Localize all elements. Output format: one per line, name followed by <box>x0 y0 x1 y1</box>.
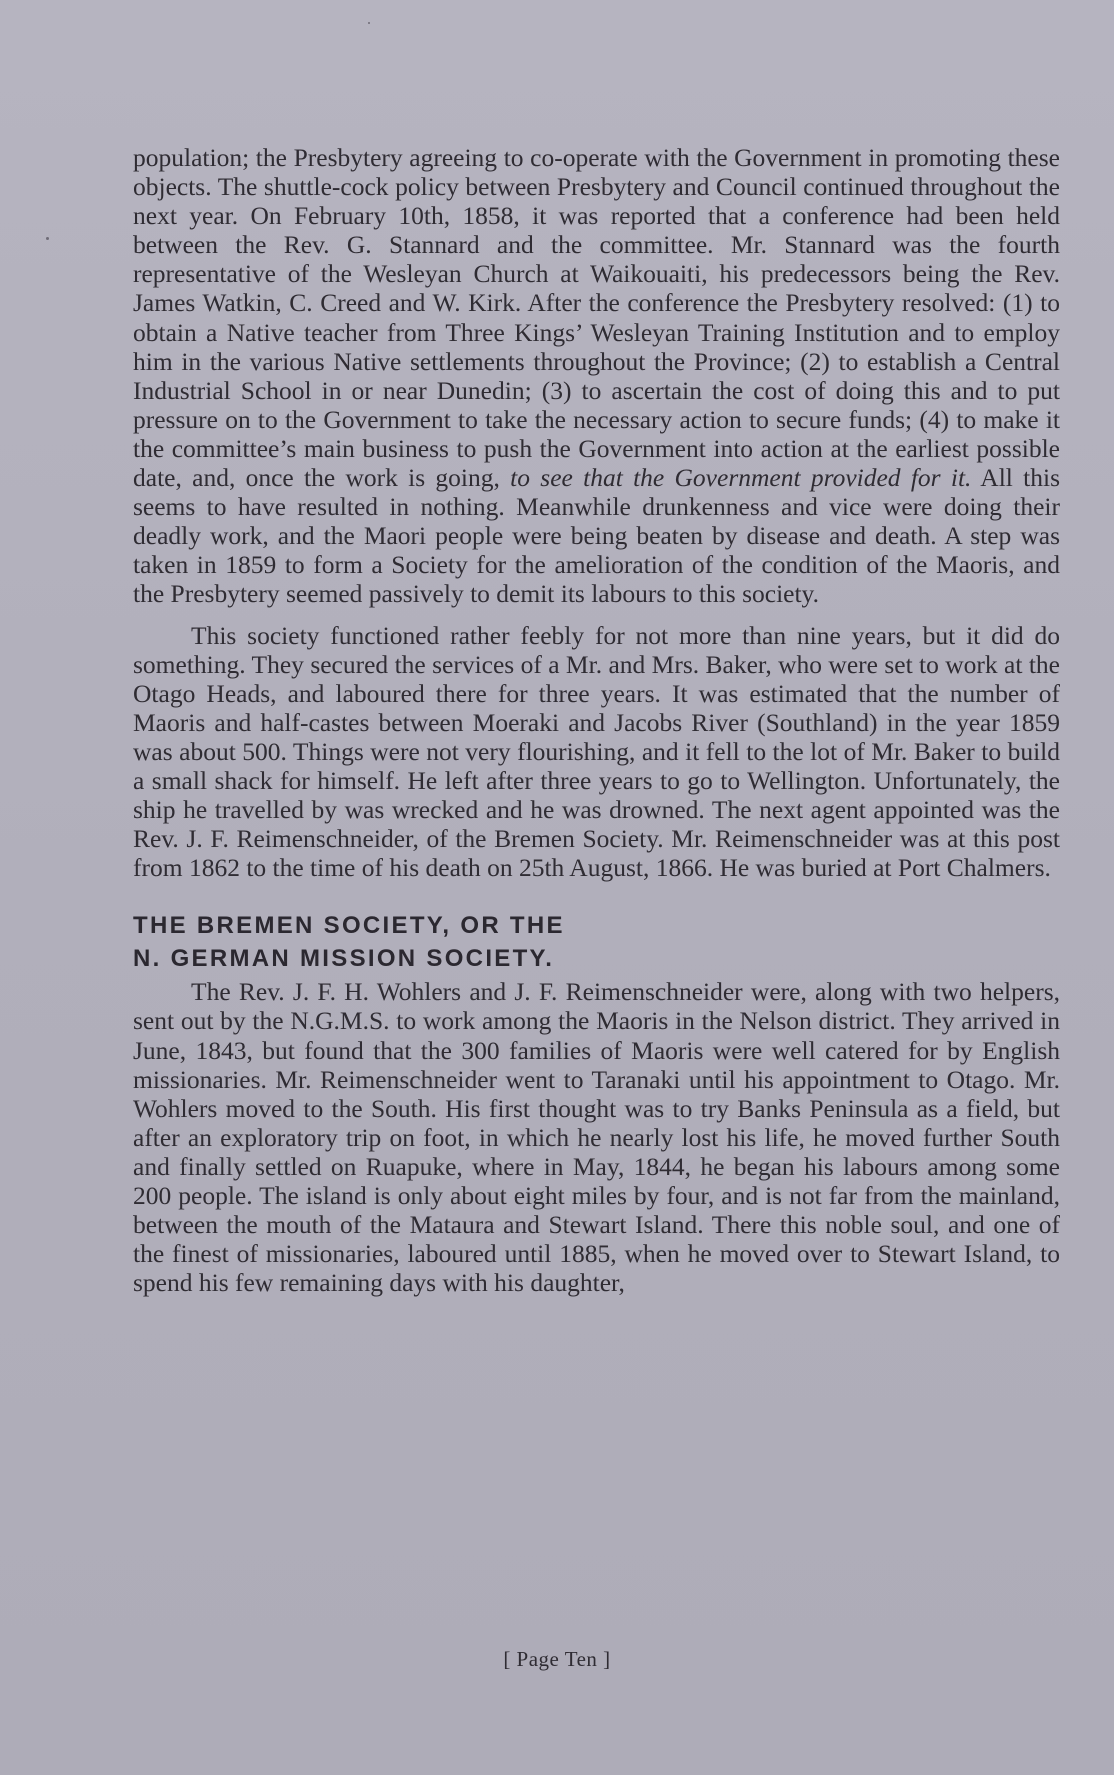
paragraph-3: The Rev. J. F. H. Wohlers and J. F. Reimenschneider were, along with two helpers, sent out by the N.G.M.S. to work among the Maoris in the Nelson district. They arrived in June, 1843, but found that the 300 families of Maoris were well catered for by English missionaries. Mr. Reimenschneider went to Taranaki until his appointment to Otago. Mr. Wohlers moved to the South. His first thought was to try Banks Peninsula as a field, but after an exploratory trip on foot, in which he nearly lost his life, he moved further South and finally settled on Ruapuke, where in May, 1844, he began his labours among some 200 people. The island is only about eight miles by four, and is not far from the mainland, between the mouth of the Mataura and Stewart Island. There this noble soul, and one of the finest of missionaries, laboured until 1885, when he moved over to Stewart Island, to spend his few remaining days with his daughter, <box>133 977 1060 1298</box>
paragraph-1-text-end: All this seems to have resulted in nothing. Meanwhile drunkenness and vice were doing their deadly work, and the Maori people were being beaten by disease and death. A step was taken in 1859 to form a Society for the amelioration of the condition of the Maoris, and the Presbytery seemed passively to demit its labours to this society. <box>133 463 1060 609</box>
paragraph-1 <box>133 143 1060 609</box>
paper-speck <box>46 237 49 240</box>
section-heading-line-2: N. GERMAN MISSION SOCIETY. <box>133 945 555 973</box>
paper-speck <box>368 22 370 24</box>
paragraph-1-italic-phrase: to see that the Government provided for it. <box>510 463 972 493</box>
page-number: [ Page Ten ] <box>503 1647 611 1671</box>
text-column <box>133 143 1060 1297</box>
paragraph-2: This society functioned rather feebly for not more than nine years, but it did do something. They secured the services of a Mr. and Mrs. Baker, who were set to work at the Otago Heads, and laboured there for three years. It was estimated that the number of Maoris and half-castes between Moeraki and Jacobs River (Southland) in the year 1859 was about 500. Things were not very flourishing, and it fell to the lot of Mr. Baker to build a small shack for himself. He left after three years to go to Wellington. Unfortunately, the ship he travelled by was wrecked and he was drowned. The next agent appointed was the Rev. J. F. Reimenschneider, of the Bremen Society. Mr. Reimenschneider was at this post from 1862 to the time of his death on 25th August, 1866. He was buried at Port Chalmers. <box>133 620 1060 883</box>
section-heading <box>133 909 1060 975</box>
paragraph-1-text: population; the Presbytery agreeing to co-operate with the Government in promoting these objects. The shuttle-cock policy between Presbytery and Council continued throughout the next year. On February 10th, 1858, it was reported that a conference had been held between the Rev. G. Stannard and the committee. Mr. Stannard was the fourth representative of the Wesleyan Church at Waikouaiti, his predecessors being the Rev. James Watkin, C. Creed and W. Kirk. After the conference the Presbytery resolved: (1) to obtain a Native teacher from Three Kings’ Wesleyan Training Institution and to employ him in the various Native settlements throughout the Province; (2) to establish a Central Industrial School in or near Dunedin; (3) to ascertain the cost of doing this and to put pressure on to the Government to take the necessary action to secure funds; (4) to make it the committee’s main business to push the Government into action at the earliest possible date, and, once the work is going, <box>133 143 1060 493</box>
section-heading-line-1: THE BREMEN SOCIETY, OR THE <box>133 912 565 940</box>
